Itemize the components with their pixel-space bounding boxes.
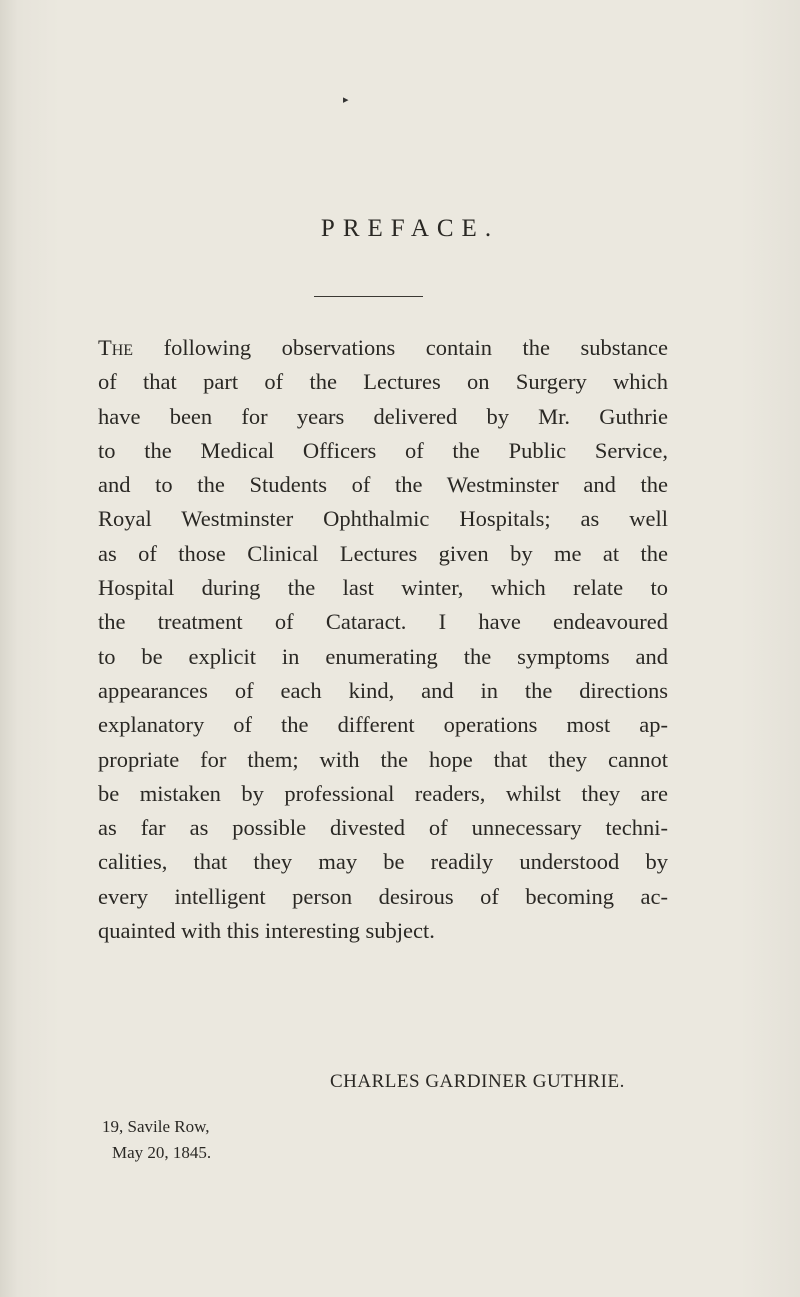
- body-line: and to the Students of the Westminster and the: [98, 472, 668, 498]
- body-line: have been for years delivered by Mr. Guthrie: [98, 403, 668, 429]
- body-line: as of those Clinical Lectures given by me at the: [98, 540, 668, 566]
- address-block: [102, 1114, 211, 1166]
- body-line: Royal Westminster Ophthalmic Hospitals; as well: [98, 506, 668, 532]
- body-line: be mistaken by professional readers, whilst they are: [98, 780, 668, 806]
- body-line: Hospital during the last winter, which relate to: [98, 575, 668, 601]
- address-line: 19, Savile Row,: [102, 1117, 210, 1136]
- title-rule-divider: [314, 296, 423, 297]
- body-line: propriate for them; with the hope that they cannot: [98, 746, 668, 772]
- date-line: May 20, 1845.: [112, 1143, 212, 1162]
- preface-body: [98, 331, 668, 948]
- body-line: every intelligent person desirous of becoming ac-: [98, 883, 668, 909]
- author-signature: CHARLES GARDINER GUTHRIE.: [330, 1071, 625, 1092]
- body-line: to the Medical Officers of the Public Service,: [98, 437, 668, 463]
- body-line: The following observations contain the substance: [98, 335, 668, 360]
- lead-word: The: [98, 335, 134, 360]
- body-line: as far as possible divested of unnecessary techni-: [98, 815, 668, 841]
- printer-mark: ▸: [343, 94, 349, 106]
- body-line: explanatory of the different operations most ap-: [98, 712, 668, 738]
- body-line: calities, that they may be readily understood by: [98, 849, 668, 875]
- body-line: of that part of the Lectures on Surgery which: [98, 369, 668, 395]
- body-line: quainted with this interesting subject.: [98, 918, 435, 944]
- body-line: to be explicit in enumerating the symptoms and: [98, 643, 668, 669]
- page-title: PREFACE.: [320, 215, 500, 242]
- body-line: appearances of each kind, and in the directions: [98, 677, 668, 703]
- body-line: the treatment of Cataract. I have endeavoured: [98, 609, 668, 635]
